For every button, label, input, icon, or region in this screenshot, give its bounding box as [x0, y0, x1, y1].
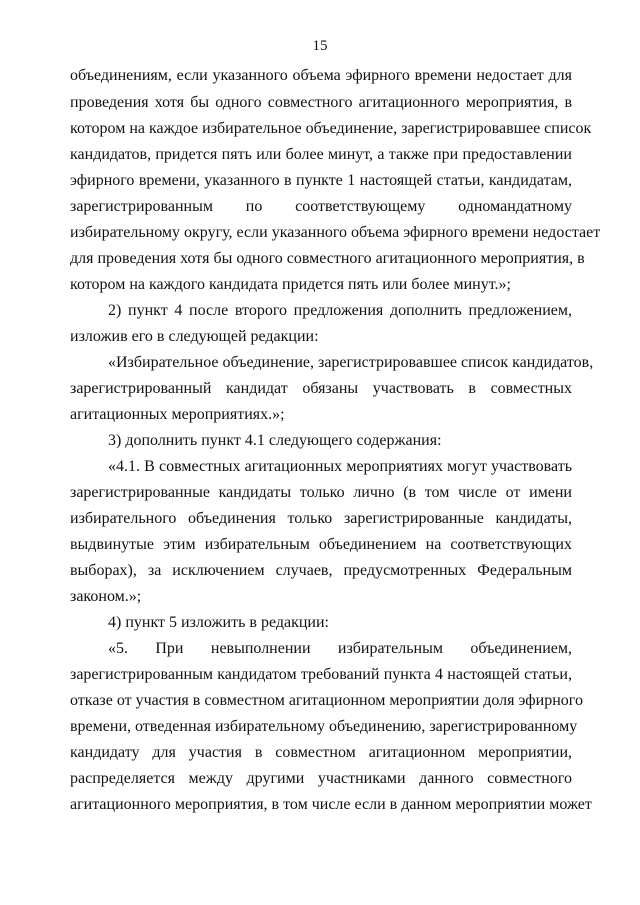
text-line: отказе от участия в совместном агитационном мероприятии доля эфирного	[70, 692, 583, 709]
text-line: распределяется между другими участниками данного совместного	[70, 770, 572, 787]
text-line: зарегистрированный кандидат обязаны участвовать в совместных	[70, 380, 572, 397]
text-line: котором на каждого кандидата придется пять или более минут.»;	[70, 276, 511, 293]
list-item-line: 3) дополнить пункт 4.1 следующего содержания:	[108, 432, 442, 449]
text-line: проведения хотя бы одного совместного агитационного мероприятия, в	[70, 94, 572, 111]
text-line: эфирного времени, указанного в пункте 1 настоящей статьи, кандидатам,	[70, 172, 572, 189]
list-item-line: 2) пункт 4 после второго предложения дополнить предложением,	[108, 302, 572, 319]
text-line: агитационного мероприятия, в том числе если в данном мероприятии может	[70, 796, 592, 813]
text-line: зарегистрированным по соответствующему одномандатному	[70, 198, 572, 215]
text-line: агитационных мероприятиях.»;	[70, 406, 285, 423]
text-line: времени, отведенная избирательному объединению, зарегистрированному	[70, 718, 578, 735]
list-item-line: 4) пункт 5 изложить в редакции:	[108, 614, 329, 631]
page-number: 15	[312, 38, 328, 54]
text-line: избирательному округу, если указанного объема эфирного времени недостает	[70, 224, 601, 241]
text-line: зарегистрированным кандидатом требований пункта 4 настоящей статьи,	[70, 666, 572, 683]
text-line: выдвинутые этим избирательным объединением на соответствующих	[70, 536, 572, 553]
text-line: изложив его в следующей редакции:	[70, 328, 319, 345]
text-line: законом.»;	[70, 588, 142, 605]
text-line: объединениям, если указанного объема эфирного времени недостает для	[70, 67, 572, 84]
text-line: кандидату для участия в совместном агитационном мероприятии,	[70, 744, 572, 761]
quote-line: «Избирательное объединение, зарегистрировавшее список кандидатов,	[108, 354, 594, 371]
text-line: зарегистрированные кандидаты только лично (в том числе от имени	[70, 484, 572, 501]
text-line: кандидатов, придется пять или более минут, а также при предоставлении	[70, 146, 572, 163]
text-line: котором на каждое избирательное объединение, зарегистрировавшее список	[70, 120, 592, 137]
quote-line: «4.1. В совместных агитационных мероприятиях могут участвовать	[108, 458, 572, 475]
text-line: выборах), за исключением случаев, предусмотренных Федеральным	[70, 562, 572, 579]
text-line: для проведения хотя бы одного совместного агитационного мероприятия, в	[70, 250, 585, 267]
text-line: избирательного объединения только зарегистрированные кандидаты,	[70, 510, 572, 527]
quote-line: «5. При невыполнении избирательным объединением,	[108, 640, 572, 657]
